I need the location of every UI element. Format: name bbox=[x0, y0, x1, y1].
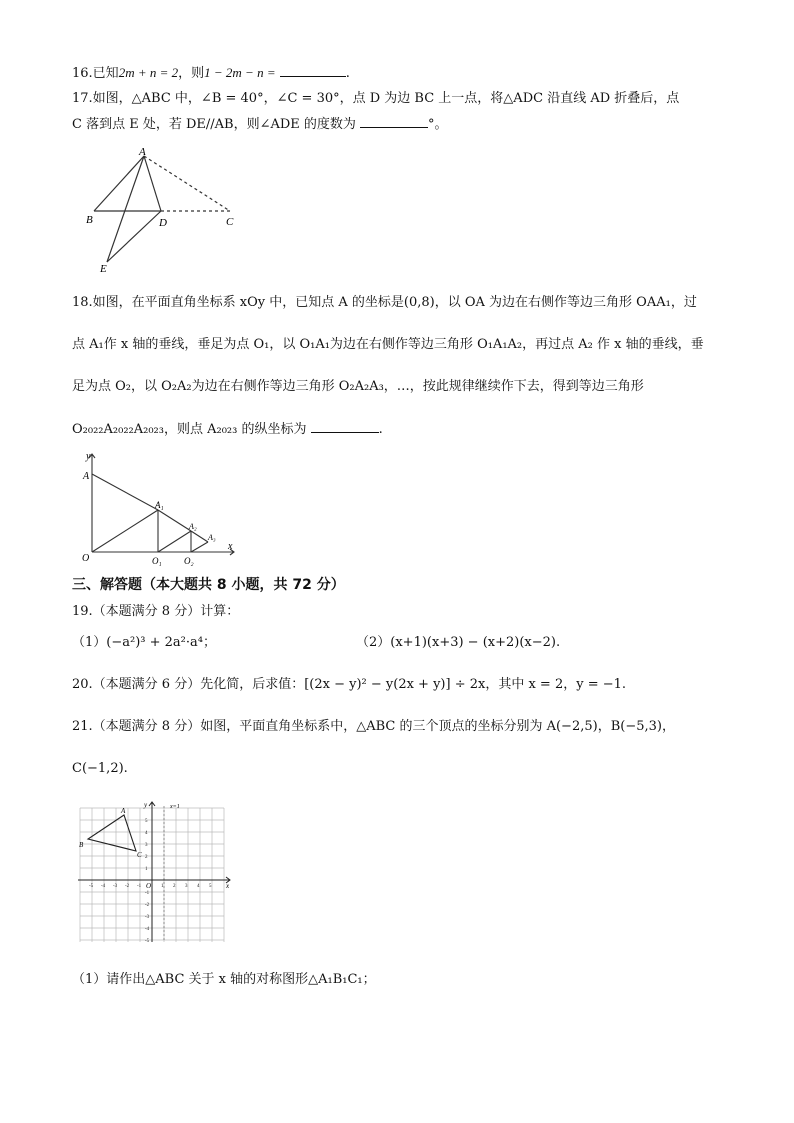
x-tick-label: -2 bbox=[125, 884, 130, 889]
question-18-line-4 bbox=[72, 421, 383, 438]
x-tick-label: 1 bbox=[161, 884, 164, 889]
label-a1: A₁ bbox=[155, 500, 164, 510]
question-19-title: 19.（本题满分 8 分）计算： bbox=[72, 604, 240, 619]
label-x-eq-1: x=1 bbox=[170, 804, 180, 810]
label-b: B bbox=[86, 214, 93, 226]
label-x: x bbox=[228, 541, 233, 552]
label-c: C bbox=[137, 851, 142, 859]
label-o2: O₂ bbox=[184, 556, 194, 566]
question-16 bbox=[72, 65, 350, 82]
y-tick-label: 3 bbox=[145, 843, 148, 848]
q18-answer-blank bbox=[311, 421, 379, 433]
q16-mid: ，则 bbox=[178, 66, 205, 81]
question-18-line-1: 18.如图，在平面直角坐标系 xOy 中，已知点 A 的坐标是(0,8)，以 OA 为边在右侧作等边三角形 OAA₁，过 bbox=[72, 295, 697, 310]
q16-suffix: . bbox=[345, 66, 350, 81]
segment-o1-a2 bbox=[158, 531, 191, 552]
label-a2: A₂ bbox=[189, 522, 197, 531]
label-a: A bbox=[83, 471, 90, 482]
x-tick-label: 5 bbox=[209, 884, 212, 889]
question-20: 20.（本题满分 6 分）先化简，后求值：[(2x − y)² − y(2x + y)] ÷ 2x，其中 x = 2，y = −1. bbox=[72, 677, 627, 692]
x-tick-label: 3 bbox=[185, 884, 188, 889]
question-17-line-1: 17.如图，△ABC 中，∠B = 40°，∠C = 30°，点 D 为边 BC 上一点，将△ADC 沿直线 AD 折叠后，点 bbox=[72, 91, 680, 106]
label-a: A bbox=[121, 807, 126, 815]
question-21-line-1: 21.（本题满分 8 分）如图，平面直角坐标系中，△ABC 的三个顶点的坐标分别为 A(−2,5)，B(−5,3)， bbox=[72, 719, 675, 734]
x-tick-label: -5 bbox=[89, 884, 94, 889]
x-tick-label: -4 bbox=[101, 884, 106, 889]
x-tick-label: 4 bbox=[197, 884, 200, 889]
label-o: O bbox=[82, 553, 90, 564]
q16-equation-2: 1 − 2m − n = bbox=[204, 65, 276, 80]
q17-answer-blank bbox=[360, 116, 428, 128]
label-o1: O₁ bbox=[152, 556, 162, 566]
q17-line2-text: C 落到点 E 处，若 DE//AB，则∠ADE 的度数为 bbox=[72, 117, 356, 132]
question-19-part-1: （1）(−a²)³ + 2a²·a⁴； bbox=[72, 635, 216, 650]
q16-equation-1: 2m + n = 2 bbox=[118, 65, 179, 80]
triangle-abc bbox=[88, 815, 136, 851]
segment-ad bbox=[144, 156, 161, 211]
x-tick-label: 2 bbox=[173, 884, 176, 889]
y-tick-label: 5 bbox=[145, 819, 148, 824]
q16-prefix: 16.已知 bbox=[72, 66, 119, 81]
y-tick-label: -1 bbox=[145, 891, 150, 896]
q18-line4-suffix: . bbox=[378, 422, 383, 437]
label-y: y bbox=[86, 451, 91, 462]
y-tick-label: -3 bbox=[145, 915, 150, 920]
label-x: x bbox=[226, 882, 230, 890]
segment-a1-a2 bbox=[158, 510, 191, 531]
q17-figure bbox=[80, 142, 250, 277]
question-21-line-2: C(−1,2). bbox=[72, 761, 128, 776]
question-19-part-2: （2）(x+1)(x+3) − (x+2)(x−2). bbox=[356, 635, 561, 650]
question-17-line-2 bbox=[72, 116, 448, 133]
question-18-line-2: 点 A₁作 x 轴的垂线，垂足为点 O₁，以 O₁A₁为边在右侧作等边三角形 O₁A₁A₂，再过点 A₂ 作 x 轴的垂线，垂 bbox=[72, 337, 704, 352]
q18-figure bbox=[78, 448, 248, 568]
y-tick-label: 2 bbox=[145, 855, 148, 860]
segment-o-a1 bbox=[92, 510, 158, 552]
label-o: O bbox=[146, 882, 152, 890]
segment-a2-a3 bbox=[191, 531, 208, 542]
question-18-line-3: 足为点 O₂，以 O₂A₂为边在右侧作等边三角形 O₂A₂A₃，…，按此规律继续作下去，得到等边三角形 bbox=[72, 379, 644, 394]
x-tick-label: -1 bbox=[137, 884, 142, 889]
segment-ab bbox=[94, 156, 144, 211]
label-d: D bbox=[159, 217, 167, 229]
y-tick-label: 4 bbox=[145, 831, 148, 836]
y-tick-label: -5 bbox=[145, 939, 150, 944]
question-21-sub-1: （1）请作出△ABC 关于 x 轴的对称图形△A₁B₁C₁； bbox=[72, 972, 376, 987]
section-3-heading: 三、解答题（本大题共 8 小题，共 72 分） bbox=[72, 577, 345, 593]
segment-ae bbox=[107, 156, 144, 262]
y-tick-label: -2 bbox=[145, 903, 150, 908]
segment-ac-dashed bbox=[144, 156, 230, 211]
q17-line2-suffix: °。 bbox=[428, 117, 448, 132]
y-tick-label: -4 bbox=[145, 927, 150, 932]
q16-answer-blank bbox=[280, 65, 346, 77]
label-b: B bbox=[79, 841, 84, 849]
x-tick-label: -3 bbox=[113, 884, 118, 889]
label-c: C bbox=[226, 216, 234, 228]
q21-coordinate-grid bbox=[74, 798, 234, 946]
segment-de bbox=[107, 211, 161, 262]
label-a: A bbox=[139, 146, 146, 158]
q18-line4-text: O₂₀₂₂A₂₀₂₂A₂₀₂₃，则点 A₂₀₂₃ 的纵坐标为 bbox=[72, 422, 307, 437]
label-a3: A₃ bbox=[208, 533, 216, 542]
segment-a-a1 bbox=[92, 474, 158, 510]
y-tick-label: 1 bbox=[145, 867, 148, 872]
label-e: E bbox=[100, 263, 107, 275]
segment-o2-a3 bbox=[191, 542, 208, 552]
label-y: y bbox=[144, 801, 148, 809]
